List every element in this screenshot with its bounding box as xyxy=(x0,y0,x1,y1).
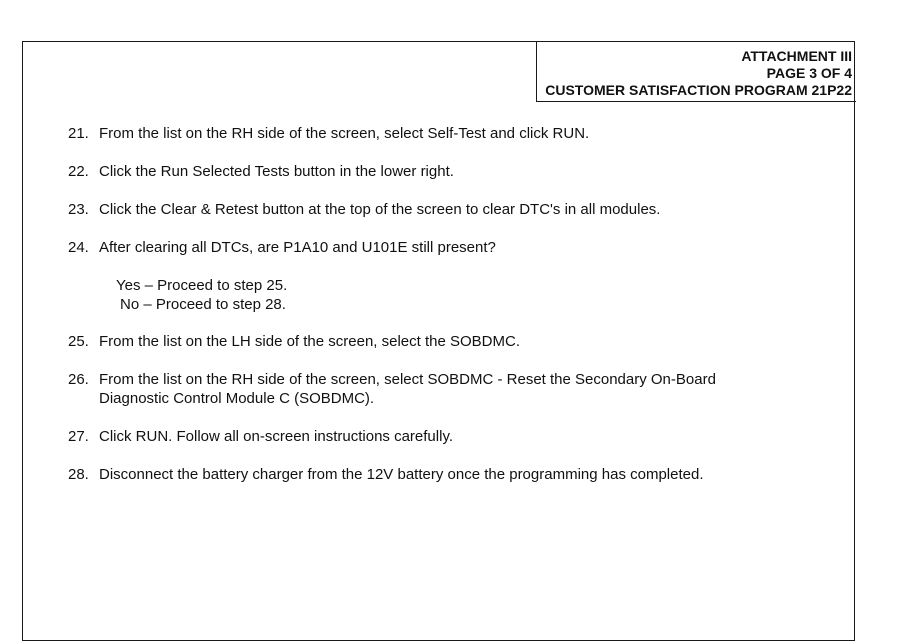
step-text: From the list on the RH side of the screen, select Self-Test and click RUN. xyxy=(99,125,590,142)
step-number: 28. xyxy=(68,466,89,483)
step-number: 24. xyxy=(68,239,89,256)
step-22 xyxy=(68,162,454,181)
step-number: 22. xyxy=(68,163,89,180)
step-text: Click RUN. Follow all on-screen instructions carefully. xyxy=(99,428,453,445)
step-number: 27. xyxy=(68,428,89,445)
step-26 xyxy=(68,370,716,408)
step-text-line-2: Diagnostic Control Module C (SOBDMC). xyxy=(99,390,375,407)
step-25 xyxy=(68,332,520,351)
attachment-header xyxy=(536,41,856,102)
step-21 xyxy=(68,124,589,143)
step-number: 21. xyxy=(68,125,89,142)
attachment-title: ATTACHMENT III xyxy=(741,48,852,64)
step-number: 25. xyxy=(68,333,89,350)
choice-no: No – Proceed to step 28. xyxy=(120,296,286,313)
step-text-line-1: From the list on the RH side of the screen, select SOBDMC - Reset the Secondary On-Board xyxy=(99,371,716,388)
step-text: After clearing all DTCs, are P1A10 and U101E still present? xyxy=(99,239,496,256)
choice-yes: Yes – Proceed to step 25. xyxy=(116,277,288,294)
step-27 xyxy=(68,427,453,446)
step-text xyxy=(99,370,716,408)
program-title: CUSTOMER SATISFACTION PROGRAM 21P22 xyxy=(545,82,852,98)
step-28 xyxy=(68,465,703,484)
step-23 xyxy=(68,200,660,219)
step-text: Disconnect the battery charger from the 12V battery once the programming has completed. xyxy=(99,466,704,483)
step-number: 23. xyxy=(68,201,89,218)
step-24 xyxy=(68,238,496,257)
step-text: From the list on the LH side of the screen, select the SOBDMC. xyxy=(99,333,521,350)
step-text: Click the Clear & Retest button at the top of the screen to clear DTC's in all modules. xyxy=(99,201,661,218)
step-number: 26. xyxy=(68,371,89,388)
step-text: Click the Run Selected Tests button in the lower right. xyxy=(99,163,454,180)
page-number: PAGE 3 OF 4 xyxy=(766,65,852,81)
